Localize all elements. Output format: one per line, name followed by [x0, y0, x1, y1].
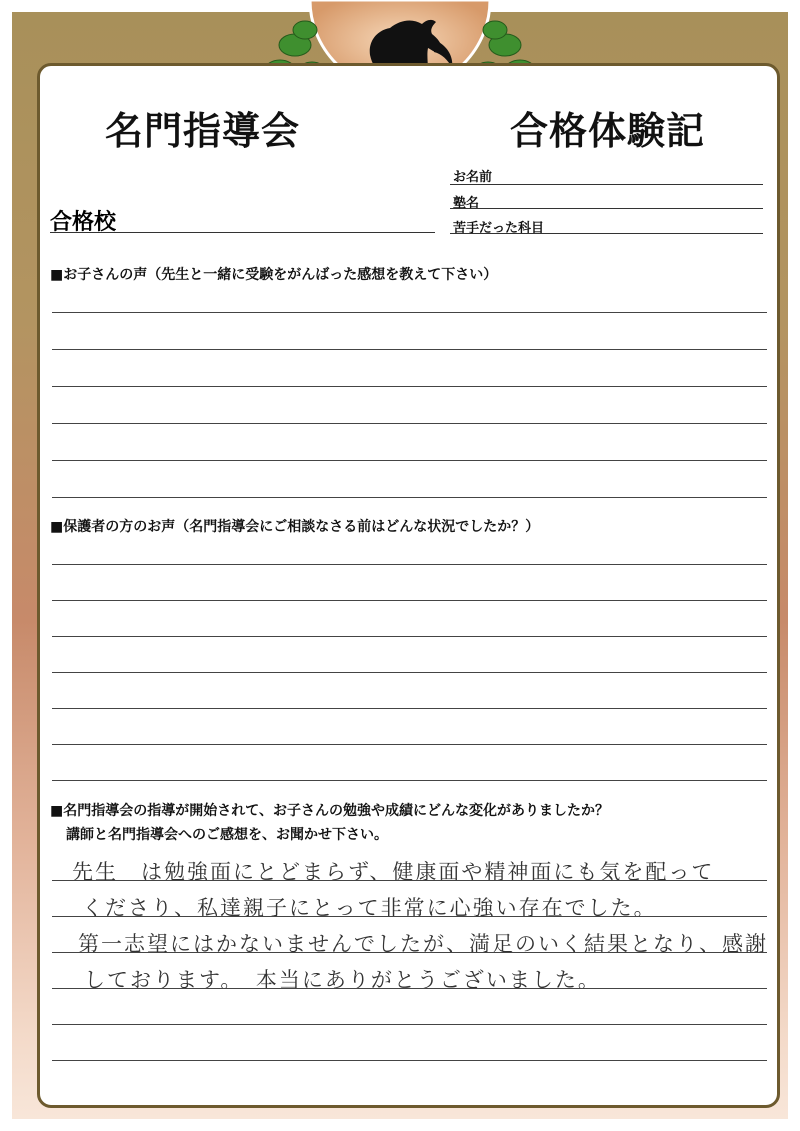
writing-line [52, 497, 767, 498]
page-title-left: 名門指導会 [105, 108, 301, 153]
writing-line [52, 1024, 767, 1025]
section-child-title: ■お子さんの声（先生と一緒に受験をがんばった感想を教えて下さい） [50, 267, 498, 283]
writing-line [52, 952, 767, 953]
section-change-title: ■名門指導会の指導が開始されて、お子さんの勉強や成績にどんな変化がありましたか？ [50, 803, 609, 819]
weak-subject-underline [450, 233, 763, 234]
writing-line [52, 312, 767, 313]
handwritten-line: くださり、私達親子にとって非常に心強い存在でした。 [82, 896, 657, 920]
weak-subject-label: 苦手だった科目 [453, 221, 545, 236]
writing-line [52, 600, 767, 601]
writing-line [52, 988, 767, 989]
writing-line [52, 460, 767, 461]
writing-line [52, 880, 767, 881]
writing-line [52, 564, 767, 565]
writing-line [52, 349, 767, 350]
school-name-underline [450, 208, 763, 209]
handwritten-line: 先生 は勉強面にとどまらず、健康面や精神面にも気を配って [72, 860, 715, 884]
writing-line [52, 636, 767, 637]
school-name-label: 塾名 [453, 196, 480, 211]
writing-line [52, 672, 767, 673]
writing-line [52, 916, 767, 917]
writing-line [52, 708, 767, 709]
name-underline [450, 184, 763, 185]
writing-line [52, 1060, 767, 1061]
writing-line [52, 780, 767, 781]
writing-line [52, 386, 767, 387]
writing-line [52, 423, 767, 424]
handwritten-line: しております。 本当にありがとうございました。 [84, 968, 601, 992]
section-change-subtitle: 講師と名門指導会へのご感想を、お聞かせ下さい。 [66, 827, 388, 843]
passed-school-label: 合格校 [50, 209, 117, 235]
page-title-right: 合格体験記 [510, 108, 706, 153]
passed-school-underline [50, 232, 435, 233]
handwritten-line: 第一志望にはかないませんでしたが、満足のいく結果となり、感謝 [78, 932, 768, 956]
section-parent-title: ■保護者の方のお声（名門指導会にご相談なさる前はどんな状況でしたか？） [50, 519, 540, 535]
name-label: お名前 [453, 170, 493, 185]
writing-line [52, 744, 767, 745]
